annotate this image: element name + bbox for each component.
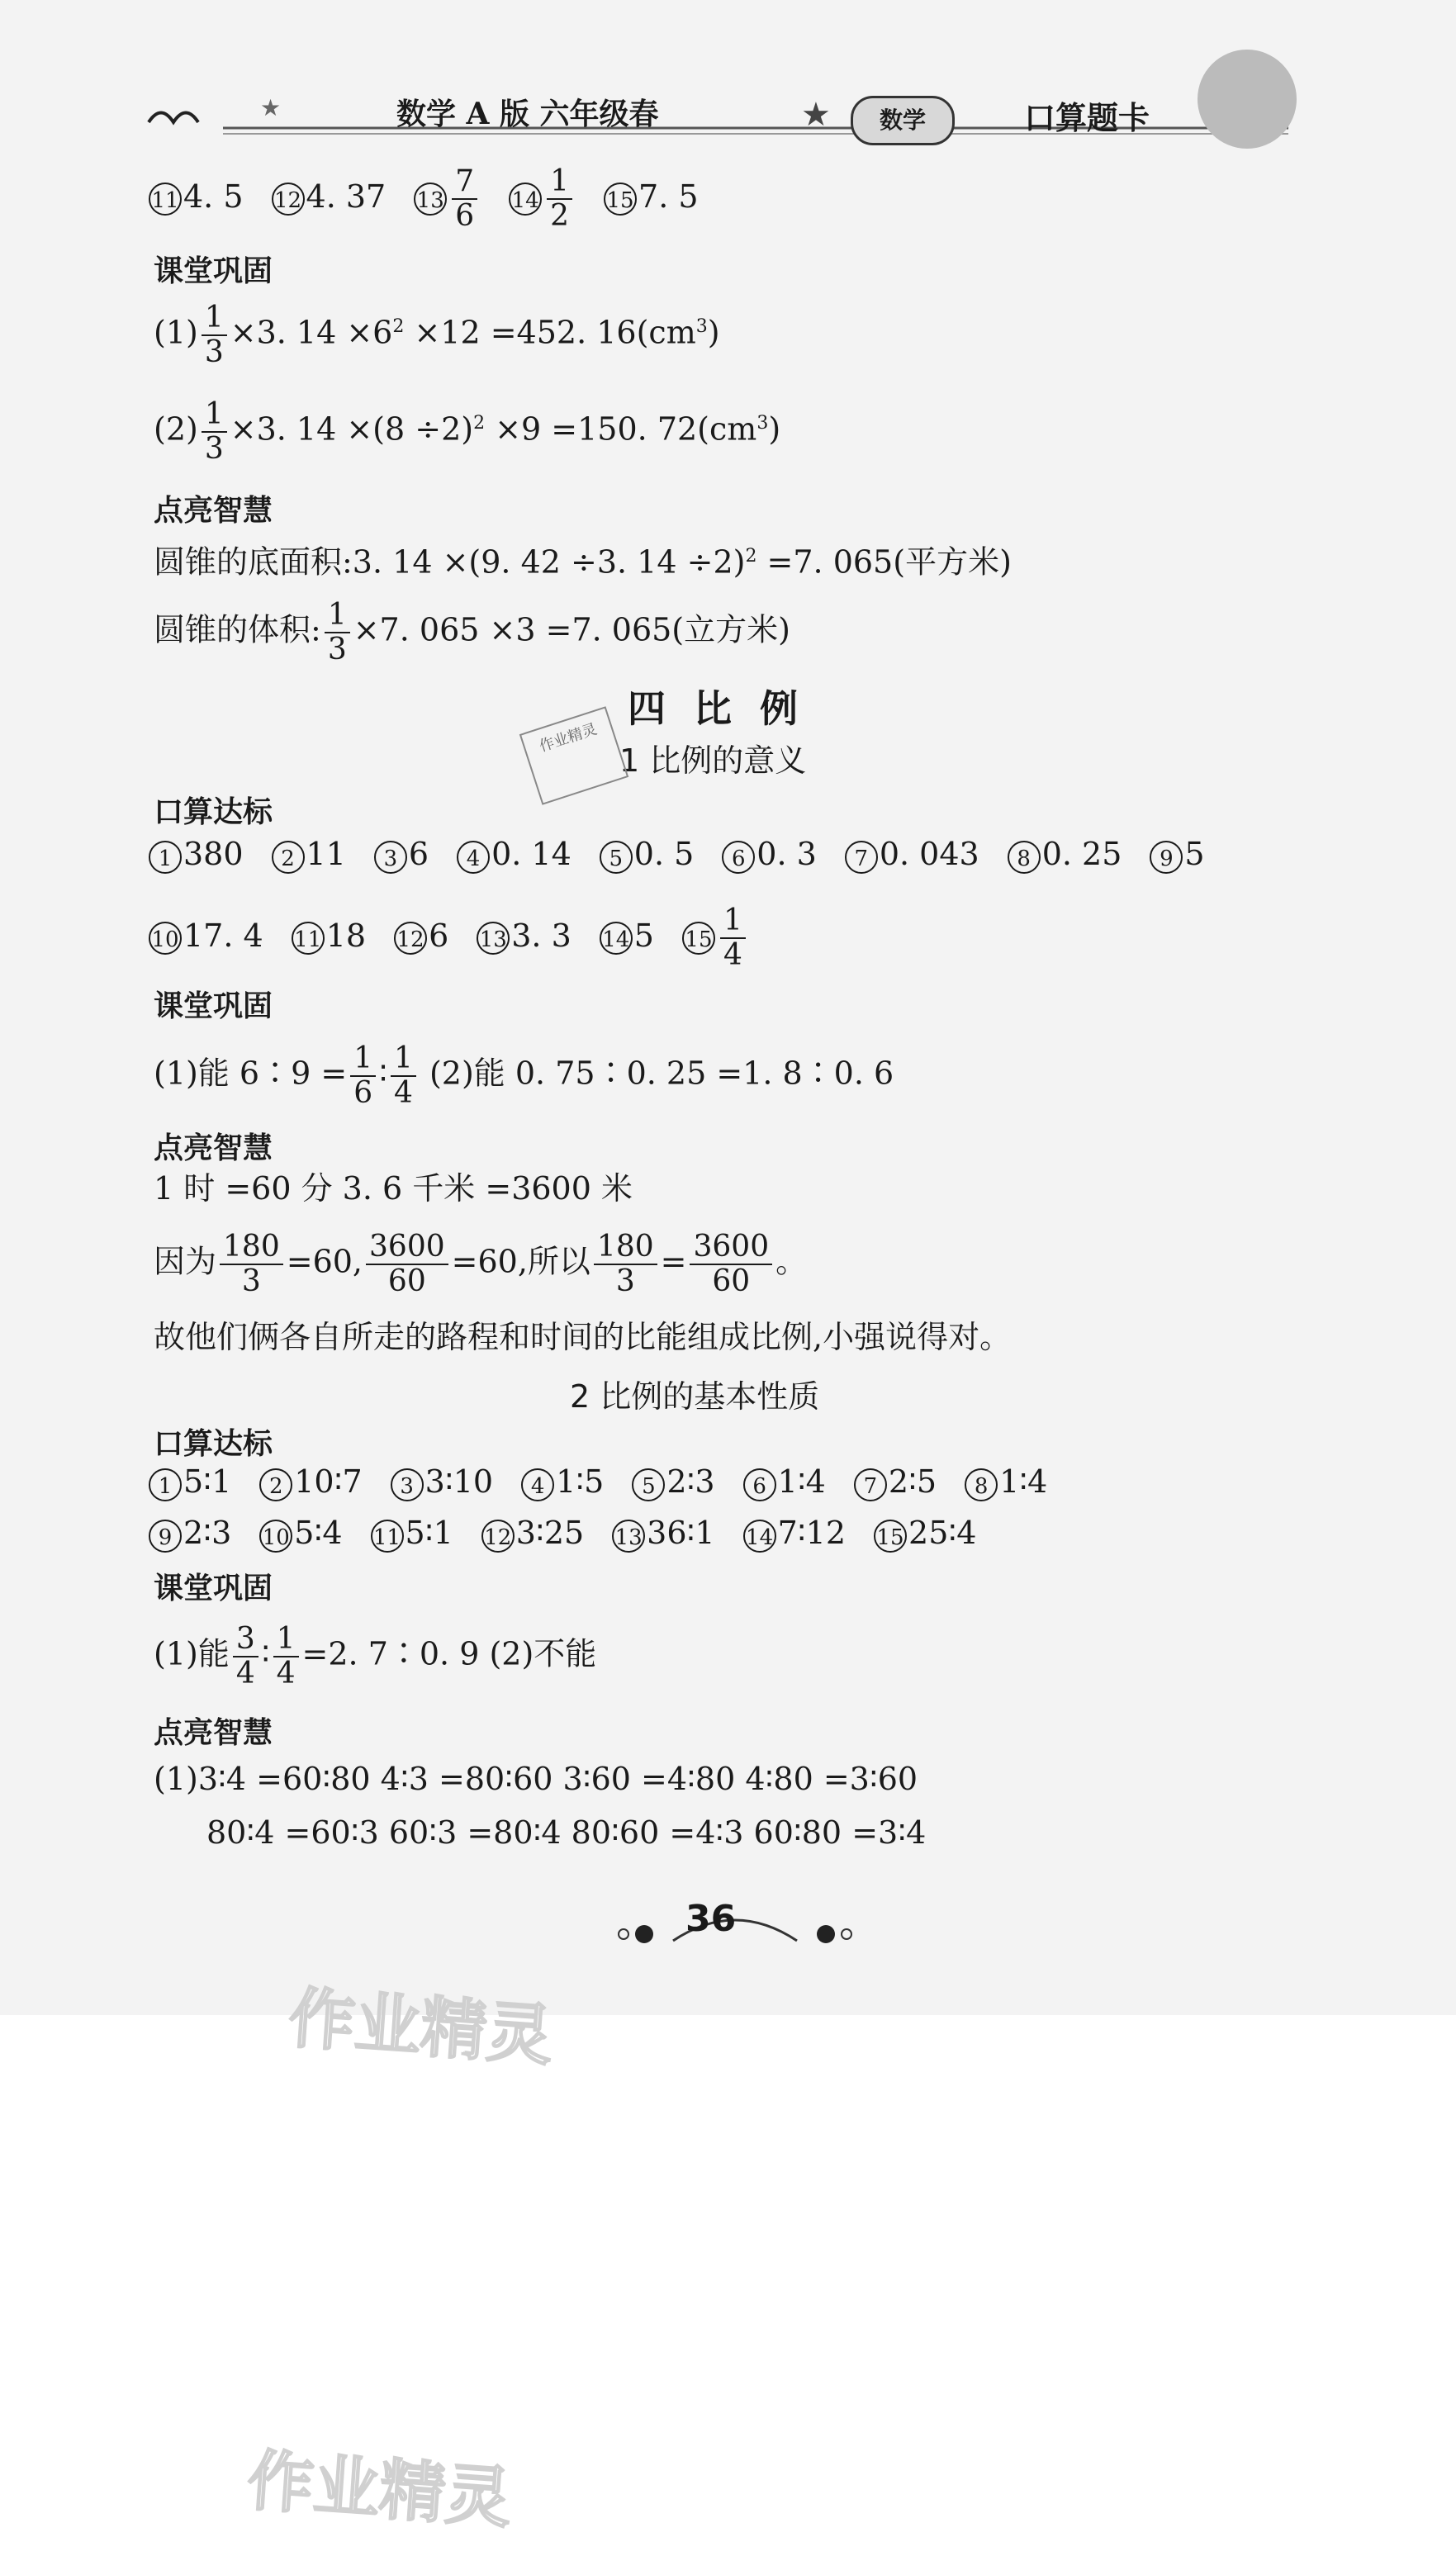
answer-item xyxy=(743,1513,846,1553)
answer-item xyxy=(414,165,481,233)
answer-item xyxy=(604,177,699,216)
answer-value: 18 xyxy=(325,917,367,954)
item-number: 14 xyxy=(743,1520,776,1553)
answer-value: 36∶1 xyxy=(647,1515,715,1551)
answer-value: 5 xyxy=(633,917,654,954)
watermark: 作业精灵 xyxy=(286,1979,556,2075)
item-number: 15 xyxy=(682,922,715,955)
heart-icon xyxy=(149,113,198,123)
section-heading: 课堂巩固 xyxy=(154,1572,273,1605)
card-title: 口算题卡 xyxy=(1024,100,1150,136)
answer-value: 1∶5 xyxy=(556,1463,605,1500)
answer-row xyxy=(149,1513,1004,1553)
answer-value: 7∶12 xyxy=(777,1515,847,1551)
item-number: 10 xyxy=(149,922,182,955)
answer-value: 2∶3 xyxy=(183,1515,232,1551)
watermark: 作业精灵 xyxy=(244,2441,515,2538)
answer-value: 1∶4 xyxy=(777,1463,826,1500)
section-heading: 口算达标 xyxy=(154,1427,273,1461)
answer-value: 25∶4 xyxy=(908,1515,977,1551)
item-number: 11 xyxy=(371,1520,404,1553)
answer-value: 7. 5 xyxy=(638,178,699,215)
answer-value: 1∶4 xyxy=(999,1463,1048,1500)
item-number: 2 xyxy=(259,1468,292,1501)
answer-value: 3∶25 xyxy=(515,1515,585,1551)
answer-value: 3∶10 xyxy=(424,1463,494,1500)
answer-item xyxy=(149,1513,231,1553)
item-number: 15 xyxy=(604,183,637,216)
stamp-logo: 作业精灵 xyxy=(519,706,628,805)
answer-item xyxy=(259,1513,342,1553)
item-number: 15 xyxy=(874,1520,907,1553)
item-number: 1 xyxy=(149,841,182,874)
item-number: 3 xyxy=(391,1468,424,1501)
answer-value: 0. 14 xyxy=(491,836,571,872)
answer-item xyxy=(477,916,571,956)
answer-item xyxy=(259,1462,362,1501)
mascot-icon xyxy=(1198,50,1297,149)
chapter-title: 四比例 xyxy=(628,686,826,731)
answer-item xyxy=(391,1462,493,1501)
item-number: 4 xyxy=(521,1468,554,1501)
answer-item xyxy=(965,1462,1047,1501)
formula-line: (1) $\frac{1}{3}$ ×3. $14 \times 6^2 \times 12 =452$. $16(cm^3)$ xyxy=(154,301,720,369)
item-number: 13 xyxy=(414,183,447,216)
answer-value: 0. 5 xyxy=(633,836,695,872)
item-number: 5 xyxy=(600,841,633,874)
formula-line: (2) $\frac{1}{3}$ ×3. $14 \times(8 \div 2)^2 \times 9 =150$. $72(cm^3)$ xyxy=(154,397,781,466)
item-number: 7 xyxy=(854,1468,887,1501)
item-number: 8 xyxy=(965,1468,998,1501)
answer-item xyxy=(1150,834,1204,874)
section-heading: 课堂巩固 xyxy=(154,254,273,288)
answer-item xyxy=(874,1513,976,1553)
answer-value: 4. 5 xyxy=(183,178,244,215)
item-number: 3 xyxy=(374,841,407,874)
top-answers xyxy=(149,165,727,233)
answer-value: 0. 3 xyxy=(756,836,817,872)
answer-value: 3. 3 xyxy=(511,917,571,954)
answer-value: 5∶1 xyxy=(183,1463,232,1500)
formula-line: (1)能 6∶9 = $\frac{1}{6}$ ∶ $\frac{1}{4}$ (2)能 0. 75∶0. 25 =1. 8∶0. 6 xyxy=(154,1041,894,1110)
answer-item xyxy=(292,916,366,956)
item-number: 6 xyxy=(722,841,755,874)
answer-value: 0. 25 xyxy=(1041,836,1122,872)
item-number: 14 xyxy=(600,922,633,955)
book-title: 数学 A 版 六年级春 xyxy=(396,97,659,131)
section-heading: 口算达标 xyxy=(154,795,273,829)
lesson-title: 2 比例的基本性质 xyxy=(570,1378,820,1415)
item-number: 11 xyxy=(292,922,325,955)
star-icon: ★ xyxy=(260,94,282,121)
answer-fraction: $\frac{7}{6}$ xyxy=(452,165,477,233)
answer-value: 17. 4 xyxy=(183,917,263,954)
star-icon: ★ xyxy=(801,96,831,134)
answer-value: 2∶5 xyxy=(888,1463,937,1500)
subject-badge: 数学 xyxy=(851,96,955,145)
answer-item xyxy=(149,834,244,874)
answer-value: 6 xyxy=(408,836,429,872)
item-number: 9 xyxy=(149,1520,182,1553)
answer-value: 5 xyxy=(1184,836,1205,872)
answer-row xyxy=(149,1462,1075,1501)
item-number: 12 xyxy=(394,922,427,955)
formula-line: (1)能 $\frac{3}{4}$ ∶ $\frac{1}{4}$ =2. 7∶0. 9 (2)不能 xyxy=(154,1622,597,1691)
answer-item xyxy=(149,177,244,216)
item-number: 8 xyxy=(1008,841,1041,874)
answer-item xyxy=(481,1513,584,1553)
item-number: 11 xyxy=(149,183,182,216)
answer-item xyxy=(272,834,346,874)
answer-item xyxy=(600,916,654,956)
item-number: 6 xyxy=(743,1468,776,1501)
answer-item xyxy=(149,1462,231,1501)
answer-item xyxy=(1008,834,1122,874)
formula-line: 圆锥的体积: $\frac{1}{3}$ ×7. 065 ×3 =7. 065(立方米) xyxy=(154,598,790,666)
answer-item xyxy=(272,177,387,216)
answer-item xyxy=(149,916,263,956)
item-number: 12 xyxy=(481,1520,515,1553)
answer-value: 2∶3 xyxy=(666,1463,715,1500)
text-line: (1)3∶4 =60∶80 4∶3 =80∶60 3∶60 =4∶80 4∶80 =3∶60 xyxy=(154,1761,918,1797)
answer-value: 10∶7 xyxy=(294,1463,363,1500)
answer-value: 5∶4 xyxy=(294,1515,343,1551)
formula-line: 因为 $\frac{180}{3}$ =60, $\frac{3600}{60}$ =60,所以 $\frac{180}{3}$ = $\frac{3600}{60}$ 。 xyxy=(154,1230,808,1298)
item-number: 13 xyxy=(477,922,510,955)
answer-item xyxy=(845,834,979,874)
answer-value: 11 xyxy=(306,836,346,872)
item-number: 2 xyxy=(272,841,305,874)
answer-item xyxy=(854,1462,937,1501)
answer-value: 4. 37 xyxy=(306,178,387,215)
answer-item xyxy=(374,834,429,874)
item-number: 4 xyxy=(457,841,490,874)
answer-fraction: $\frac{1}{4}$ xyxy=(720,904,746,972)
text-line: 故他们俩各自所走的路程和时间的比能组成比例,小强说得对。 xyxy=(154,1319,1012,1355)
item-number: 13 xyxy=(612,1520,645,1553)
answer-row xyxy=(149,834,1233,874)
answer-item xyxy=(632,1462,714,1501)
item-number: 12 xyxy=(272,183,305,216)
answer-value: 0. 043 xyxy=(879,836,979,872)
section-heading: 点亮智慧 xyxy=(154,1131,273,1165)
answer-item xyxy=(743,1462,826,1501)
section-heading: 点亮智慧 xyxy=(154,1716,273,1750)
answer-item xyxy=(521,1462,604,1501)
answer-row xyxy=(149,904,777,972)
answer-item xyxy=(682,904,749,972)
answer-value: 6 xyxy=(429,917,449,954)
answer-item xyxy=(394,916,448,956)
item-number: 5 xyxy=(632,1468,665,1501)
answer-value: 380 xyxy=(183,836,244,872)
text-line: 80∶4 =60∶3 60∶3 =80∶4 80∶60 =4∶3 60∶80 =3∶4 xyxy=(206,1814,927,1851)
answer-item xyxy=(600,834,695,874)
answer-item xyxy=(509,165,576,233)
lesson-title: 1 比例的意义 xyxy=(619,742,807,779)
page-number: 36 xyxy=(685,1898,737,1940)
answer-value: 5∶1 xyxy=(405,1515,453,1551)
item-number: 14 xyxy=(509,183,542,216)
item-number: 9 xyxy=(1150,841,1183,874)
answer-item xyxy=(722,834,817,874)
section-heading: 点亮智慧 xyxy=(154,494,273,528)
answer-fraction: $\frac{1}{2}$ xyxy=(547,165,572,233)
item-number: 10 xyxy=(259,1520,292,1553)
item-number: 1 xyxy=(149,1468,182,1501)
text-line: 1 时 =60 分 3. 6 千米 =3600 米 xyxy=(154,1170,633,1207)
formula-line: 圆锥的底面积:3. 14 ×(9. 42 ÷3. 14 ÷2)$^2$ =7. 065(平方米) xyxy=(154,543,1012,581)
answer-item xyxy=(371,1513,453,1553)
answer-item xyxy=(457,834,571,874)
item-number: 7 xyxy=(845,841,878,874)
answer-item xyxy=(612,1513,714,1553)
section-heading: 课堂巩固 xyxy=(154,989,273,1023)
